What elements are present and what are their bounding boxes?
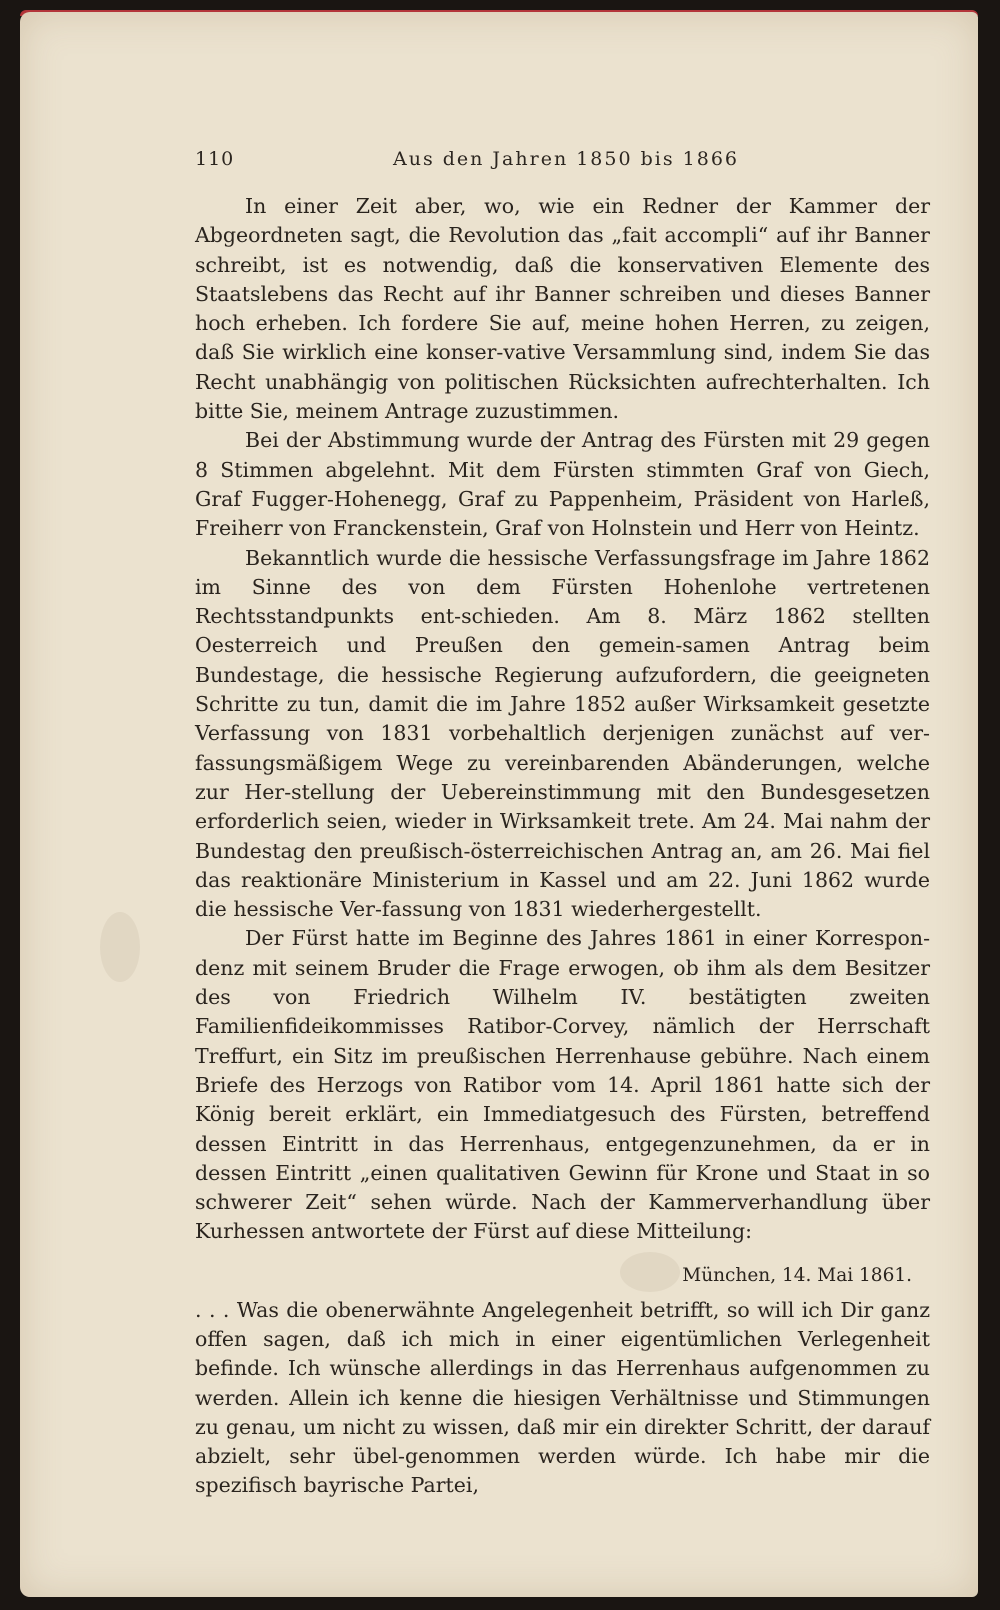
paragraph: In einer Zeit aber, wo, wie ein Redner der Kammer der Abgeordneten sagt, die Revolution das „fait accompli“ auf ihr Banner schreibt, ist es notwendig, daß die konservativen Elemente des Staatslebens das Recht auf ihr Banner schreiben und dieses Banner hoch erheben. Ich fordere Sie auf, meine hohen Herren, zu zeigen, daß Sie wirklich eine konser-vative Versammlung sind, indem Sie das Recht unabhängig von politischen Rücksichten aufrechterhalten. Ich bitte Sie, meinem Antrage zuzustimmen. [195, 194, 930, 424]
paper-stain [100, 912, 140, 982]
running-title: Aus den Jahren 1850 bis 1866 [393, 148, 739, 170]
body-text [195, 192, 930, 1501]
paragraph: Bekanntlich wurde die hessische Verfassungsfrage im Jahre 1862 im Sinne des von dem Fürsten Hohenlohe vertretenen Rechtsstandpunkts ent-schieden. Am 8. März 1862 stellten Oesterreich und Preußen den gemein-samen Antrag beim Bundestage, die hessische Regierung aufzufordern, die geeigneten Schritte zu tun, damit die im Jahre 1852 außer Wirksamkeit gesetzte Verfassung von 1831 vorbehaltlich derjenigen zunächst auf ver-fassungsmäßigem Wege zu vereinbarenden Abänderungen, welche zur Her-stellung der Uebereinstimmung mit den Bundesgesetzen erforderlich seien, wieder in Wirksamkeit trete. Am 24. Mai nahm der Bundestag den preußisch-österreichischen Antrag an, am 26. Mai fiel das reaktionäre Ministerium in Kassel und am 22. Juni 1862 wurde die hessische Ver-fassung von 1831 wiederhergestellt. [195, 545, 930, 922]
page-number: 110 [195, 148, 235, 170]
paragraph: Bei der Abstimmung wurde der Antrag des Fürsten mit 29 gegen 8 Stimmen abgelehnt. Mit dem Fürsten stimmten Graf von Giech, Graf Fugger-Hohenegg, Graf zu Pappenheim, Präsident von Harleß, Freiherr von Franckenstein, Graf von Holnstein und Herr von Heintz. [195, 428, 930, 541]
letter-text: . . . Was die obenerwähnte Angelegenheit betrifft, so will ich Dir ganz offen sagen, daß ich mich in einer eigentümlichen Verlegenheit befinde. Ich wünsche allerdings in das Herrenhaus aufgenommen zu werden. Allein ich kenne die hiesigen Verhältnisse und Stimmungen zu genau, um nicht zu wissen, daß mir ein direkter Schritt, der darauf abzielt, sehr übel-genommen werden würde. Ich habe mir die spezifisch bayrische Partei, [195, 1297, 930, 1498]
running-head [195, 148, 912, 176]
paragraph: Der Fürst hatte im Beginne des Jahres 1861 in einer Korrespon-denz mit seinem Bruder die Frage erwogen, ob ihm als dem Besitzer des von Friedrich Wilhelm IV. bestätigten zweiten Familienfideikommisses Ratibor-Corvey, nämlich der Herrschaft Treffurt, ein Sitz im preußischen Herrenhause gebühre. Nach einem Briefe des Herzogs von Ratibor vom 14. April 1861 hatte sich der König bereit erklärt, ein Immediatgesuch des Fürsten, betreffend dessen Eintritt in das Herrenhaus, entgegenzunehmen, da er in dessen Eintritt „einen qualitativen Gewinn für Krone und Staat in so schwerer Zeit“ sehen würde. Nach der Kammerverhandlung über Kurhessen antwortete der Fürst auf diese Mitteilung: [195, 926, 930, 1244]
letter-dateline: München, 14. Mai 1861. [682, 1264, 912, 1286]
